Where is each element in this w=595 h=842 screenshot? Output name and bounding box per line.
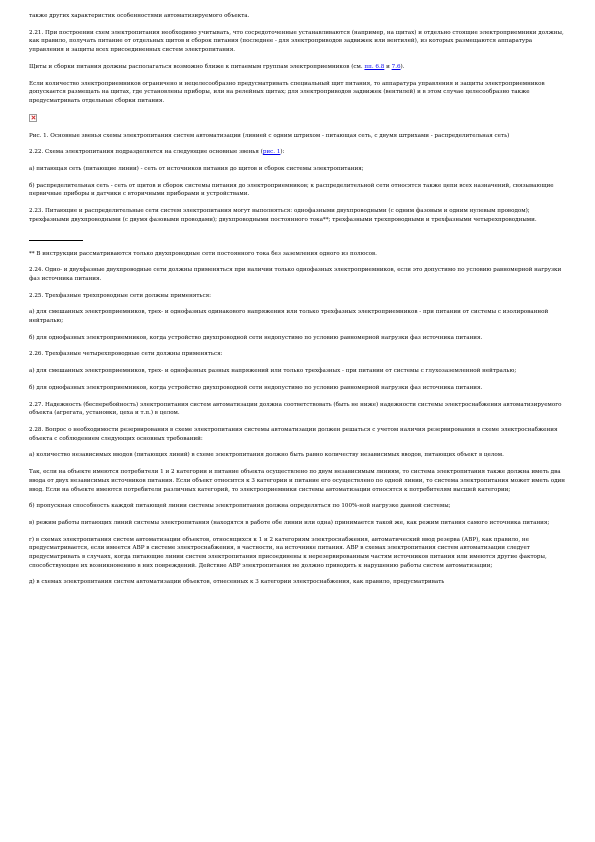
list-item-2-26-a: а) для смешанных электроприемников, трех- и однофазных разных напряжений или только трехфазных - при питании от системы с глухозаземленной нейтралью; <box>29 368 517 375</box>
list-item-2-28-g: г) в схемах электропитания систем автоматизации объектов, относящихся к 1 и 2 категориям электроснабжения, автоматический ввод резерва (АВР), как правило, не предусматривается, если имеется АВР в системе электроснабжения, в частности, на источнике питания. АВР в схемах электропитания систем автоматизации следует предусматривать в случаях, когда питающие линии систем электропитания присоединены к нерезервированным частям источников питания или имеются другие факторы, способствующие их возникновению в них повреждений. Действие АВР электропитания не должно приводить к нарушению работы систем автоматизации; <box>29 536 547 569</box>
footnote: ** В инструкции рассматриваются только двухпроводные сети постоянного тока без заземления одного из полюсов. <box>29 250 377 257</box>
footnote-divider <box>29 240 83 241</box>
list-item-2-28-v: в) режим работы питающих линий системы электропитания (находятся в работе обе линии или одна) принимается такой же, как режим питания самого источника питания; <box>29 519 550 526</box>
link-section-7-6[interactable]: 7.6 <box>391 63 401 70</box>
link-figure-1[interactable]: рис. 1 <box>262 149 281 156</box>
list-item-2-25-b: б) для однофазных электроприемников, когда устройство двухпроводной сети недопустимо по условию равномерной нагрузки фаз источника питания. <box>29 334 483 341</box>
paragraph-2-23: 2.23. Питающие и распределительные сети систем электропитания могут выполняться: однофазными двухпроводными (с одним фазовым и одним нулевым проводом); трехфазными двухпроводными (с двумя фазовыми проводами); двухпроводными постоянного тока**; трехфазными трехпроводными и трехфазными четырехпроводными. <box>29 208 537 223</box>
paragraph-2-26: 2.26. Трехфазные четырехпроводные сети должны применяться: <box>29 351 223 358</box>
paragraph-intro-tail: также других характеристик особенностями автоматизируемого объекта. <box>29 13 250 19</box>
link-section-6-8[interactable]: пп. 6.8 <box>364 63 385 70</box>
paragraph-2-25: 2.25. Трехфазные трехпроводные сети должны применяться: <box>29 292 212 299</box>
list-item-2-28-d: д) в схемах электропитания систем автоматизации объектов, отнесенных к 3 категории электроснабжения, как правило, предусматривать <box>29 579 445 586</box>
paragraph-2-21: 2.21. При построении схем электропитания необходимо учитывать, что сосредоточенные устанавливаются (например, на щитах) и отдельно стоящие электроприемники должны, как правило, получать питание от отдельных щитов и сборок питания (последнее - для электроприводов задвижек или вентилей), из которых размещаются аппаратура управления и защиты всех присоединенных систем электропитания. <box>29 29 564 54</box>
paragraph-2-22 <box>29 148 566 157</box>
list-item-2-28-b: б) пропускная способность каждой питающей линии системы электропитания должна определяться по 100%-ной нагрузке данной системы; <box>29 503 451 510</box>
paragraph-2-27: 2.27. Надежность (бесперебойность) электропитания систем автоматизации должна соответствовать (быть не ниже) надежности системы электроснабжения автоматизируемого объекта (агрегата, установки, цеха и т.п.) в целом. <box>29 401 562 417</box>
paragraph-2-28: 2.28. Вопрос о необходимости резервирования в схеме электропитания системы автоматизации должен решаться с учетом наличия резервирования в схеме электроснабжения объекта с соблюдением следующих основных требований: <box>29 426 558 442</box>
paragraph-if-count: Если количество электроприемников ограничено и нецелесообразно предусматривать специальный щит питания, то аппаратура управления и защиты электроприемников допускается размещать на щитах, где установлены приборы, или на релейных щитах; для электроприводов задвижек (вентилей) и в этом случае целесообразно также предусматривать отдельные сборки питания. <box>29 80 545 104</box>
figure-caption: Рис. 1. Основные звенья схемы электропитания систем автоматизации (линией с одним штрихом - питающая сеть, с двумя штрихами - распределительная сеть) <box>29 132 510 139</box>
list-item-b-distribution-network: б) распределительная сеть - сеть от щитов и сборок системы питания до электроприемников; к распределительной сети относятся также цепи всех назначений, связывающие первичные приборы и датчики с вторичными приборами и устройствами. <box>29 182 554 198</box>
paragraph-so-example: Так, если на объекте имеются потребители 1 и 2 категории и питание объекта осуществлено по двум независимым линиям, то система электропитания также должна иметь два ввода от двух независимых источников питания. Если объект относится к 3 категории и питание его осуществлено по одной линии, то система электропитания может иметь один ввод. Если на объекте имеются потребители различных категорий, то электроприемники системы автоматизации относятся к потребителям высшей категории; <box>29 469 566 493</box>
paragraph-shields <box>29 63 566 72</box>
broken-image-icon <box>29 114 37 122</box>
p222-text-before: 2.22. Схема электропитания подразделяется на следующие основные звенья ( <box>29 149 263 156</box>
shields-text-after: ). <box>400 63 405 70</box>
list-item-2-26-b: б) для однофазных электроприемников, когда устройство двухпроводной сети недопустимо по условию равномерной нагрузки фаз источника питания. <box>29 384 483 391</box>
p222-text-after: ): <box>280 149 285 156</box>
list-item-2-25-a: а) для смешанных электроприемников, трех- и однофазных одинакового напряжения или только трехфазных электроприемников - при питании от системы с изолированной нейтралью; <box>29 309 549 325</box>
list-item-a-feeding-network: а) питающая сеть (питающие линии) - сеть от источников питания до щитов и сборок системы электропитания; <box>29 166 364 173</box>
paragraph-2-24: 2.24. Одно- и двухфазные двухпроводные сети должны применяться при наличии только однофазных электроприемников, если это допустимо по условию равномерной нагрузки фаз источника питания. <box>29 267 562 282</box>
list-item-2-28-a: а) количество независимых вводов (питающих линий) в схеме электропитания должно быть равно количеству независимых вводов, питающих объект в целом. <box>29 452 504 459</box>
shields-text-before: Щиты и сборки питания должны располагаться возможно ближе к питаемым группам электроприемников (см. <box>29 63 365 70</box>
shields-text-middle: и <box>384 63 392 70</box>
